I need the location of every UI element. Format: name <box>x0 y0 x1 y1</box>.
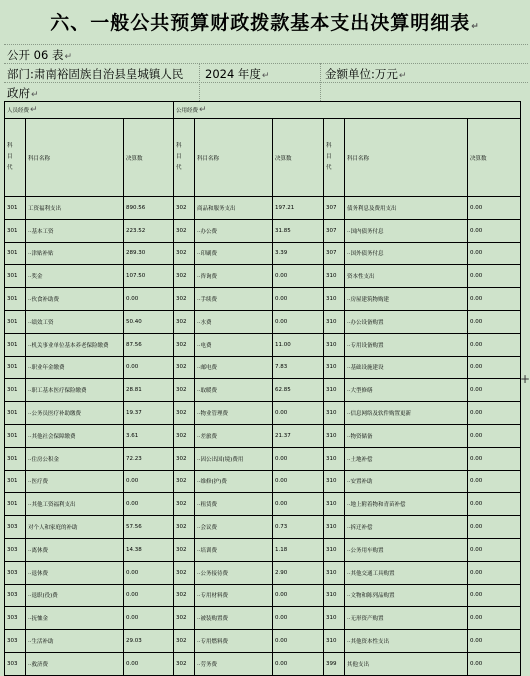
cell-code: 310 <box>324 607 345 630</box>
cell-amount: 19.37 <box>124 402 174 425</box>
cell-name: ··劳务费 <box>195 652 273 675</box>
table-row <box>5 424 521 447</box>
cell-name: ··公务接待费 <box>195 561 273 584</box>
cell-code: 302 <box>174 288 195 311</box>
header-name: 科目名称 <box>345 119 468 197</box>
cell-name: ··抚恤金 <box>26 607 124 630</box>
cell-name: ··救济费 <box>26 652 124 675</box>
cell-code: 303 <box>5 516 26 539</box>
cell-name: ··基础设施建设 <box>345 356 468 379</box>
cell-amount: 0.00 <box>468 310 521 333</box>
cell-code: 302 <box>174 379 195 402</box>
cell-amount: 3.39 <box>273 242 324 265</box>
cell-code: 307 <box>324 197 345 220</box>
cell-name: ··机关事业单位基本养老保险缴费 <box>26 333 124 356</box>
cell-name: ··邮电费 <box>195 356 273 379</box>
cell-amount: 0.00 <box>124 561 174 584</box>
cell-code: 302 <box>174 584 195 607</box>
header-code: 科 目 代 <box>174 119 195 197</box>
table-row <box>5 402 521 425</box>
cell-amount: 197.21 <box>273 197 324 220</box>
cell-code: 310 <box>324 310 345 333</box>
cell-name: ··专用设备购置 <box>345 333 468 356</box>
cell-code: 310 <box>324 516 345 539</box>
cell-name: ··文物和陈列品购置 <box>345 584 468 607</box>
cell-amount: 50.40 <box>124 310 174 333</box>
year: 2024 年度↵ <box>205 67 270 81</box>
cell-code: 301 <box>5 197 26 220</box>
cell-name: ··基本工资 <box>26 219 124 242</box>
cell-code: 307 <box>324 242 345 265</box>
cell-code: 301 <box>5 402 26 425</box>
cell-amount: 0.00 <box>273 402 324 425</box>
cell-code: 303 <box>5 652 26 675</box>
cell-amount: 29.03 <box>124 630 174 653</box>
cell-amount: 62.85 <box>273 379 324 402</box>
cell-name: ··租赁费 <box>195 493 273 516</box>
table-row <box>5 447 521 470</box>
cell-code: 310 <box>324 265 345 288</box>
table-row <box>5 333 521 356</box>
cell-name: 对个人和家庭的补助 <box>26 516 124 539</box>
cell-amount: 72.23 <box>124 447 174 470</box>
cell-name: ··差旅费 <box>195 424 273 447</box>
cell-code: 303 <box>5 561 26 584</box>
cell-code: 302 <box>174 447 195 470</box>
table-row <box>5 493 521 516</box>
cell-code: 301 <box>5 424 26 447</box>
form-number: 公开 06 表↵ <box>7 48 72 62</box>
cell-amount: 57.56 <box>124 516 174 539</box>
cell-amount: 0.73 <box>273 516 324 539</box>
cell-name: ··被装购置费 <box>195 607 273 630</box>
cell-amount: 0.00 <box>468 447 521 470</box>
cell-code: 301 <box>5 379 26 402</box>
cell-name: 资本性支出 <box>345 265 468 288</box>
cell-name: ··职业年金缴费 <box>26 356 124 379</box>
cell-name: 工资福利支出 <box>26 197 124 220</box>
cell-amount: 0.00 <box>468 584 521 607</box>
cell-amount: 223.52 <box>124 219 174 242</box>
table-row <box>5 197 521 220</box>
cell-name: ··离休费 <box>26 538 124 561</box>
cell-amount: 0.00 <box>124 493 174 516</box>
cell-code: 310 <box>324 470 345 493</box>
cell-amount: 0.00 <box>468 379 521 402</box>
table-row <box>5 470 521 493</box>
cell-code: 310 <box>324 493 345 516</box>
cell-code: 302 <box>174 265 195 288</box>
header-amount: 决算数 <box>273 119 324 197</box>
header-name: 科目名称 <box>195 119 273 197</box>
cell-amount: 0.00 <box>468 538 521 561</box>
cell-amount: 0.00 <box>124 652 174 675</box>
cell-name: ··专用材料费 <box>195 584 273 607</box>
cell-code: 302 <box>174 356 195 379</box>
page-title: 六、一般公共预算财政拨款基本支出决算明细表↵ <box>50 12 480 34</box>
cell-code: 302 <box>174 493 195 516</box>
cell-amount: 0.00 <box>124 288 174 311</box>
cell-name: ··伙食补助费 <box>26 288 124 311</box>
table-row <box>5 584 521 607</box>
cell-amount: 11.00 <box>273 333 324 356</box>
section-public: 公用经费↵ <box>174 102 521 119</box>
cell-amount: 0.00 <box>468 197 521 220</box>
table-row <box>5 379 521 402</box>
cell-amount: 0.00 <box>468 242 521 265</box>
cell-code: 310 <box>324 447 345 470</box>
table-row <box>5 288 521 311</box>
cell-code: 310 <box>324 538 345 561</box>
amount-unit: 金额单位:万元↵ <box>325 67 407 81</box>
cell-name: ··其他资本性支出 <box>345 630 468 653</box>
cell-amount: 0.00 <box>273 652 324 675</box>
table-row <box>5 607 521 630</box>
cell-code: 301 <box>5 447 26 470</box>
cell-amount: 0.00 <box>468 607 521 630</box>
cell-name: 债务利息及费用支出 <box>345 197 468 220</box>
cell-amount: 0.00 <box>468 424 521 447</box>
section-personnel: 人员经费↵ <box>5 102 174 119</box>
cell-name: ··拆迁补偿 <box>345 516 468 539</box>
table-row <box>5 516 521 539</box>
cell-code: 303 <box>5 584 26 607</box>
cell-name: ··职工基本医疗保险缴费 <box>26 379 124 402</box>
cell-amount: 107.50 <box>124 265 174 288</box>
cell-amount: 0.00 <box>273 288 324 311</box>
header-amount: 决算数 <box>124 119 174 197</box>
cell-amount: 0.00 <box>273 265 324 288</box>
cell-name: ··住房公积金 <box>26 447 124 470</box>
table-row <box>5 265 521 288</box>
cell-amount: 0.00 <box>468 333 521 356</box>
cell-name: ··其他交通工具购置 <box>345 561 468 584</box>
department: 部门:肃南裕固族自治县皇城镇人民 <box>7 67 184 81</box>
cell-amount: 0.00 <box>124 584 174 607</box>
cell-name: ··物资储备 <box>345 424 468 447</box>
cell-code: 310 <box>324 356 345 379</box>
cell-amount: 3.61 <box>124 424 174 447</box>
cell-code: 310 <box>324 424 345 447</box>
cell-amount: 21.37 <box>273 424 324 447</box>
cell-code: 301 <box>5 470 26 493</box>
cell-code: 307 <box>324 219 345 242</box>
cell-name: ··土地补偿 <box>345 447 468 470</box>
cell-name: ··房屋建筑物购建 <box>345 288 468 311</box>
cell-name: ··咨询费 <box>195 265 273 288</box>
cell-amount: 0.00 <box>273 447 324 470</box>
header-code: 科 目 代 <box>5 119 26 197</box>
cell-code: 399 <box>324 652 345 675</box>
cell-amount: 0.00 <box>468 493 521 516</box>
cell-name: ··其他社会保障缴费 <box>26 424 124 447</box>
cell-name: ··信息网络及软件购置更新 <box>345 402 468 425</box>
cell-amount: 0.00 <box>468 652 521 675</box>
cell-code: 303 <box>5 630 26 653</box>
cell-name: ··其他工资福利支出 <box>26 493 124 516</box>
cell-code: 302 <box>174 470 195 493</box>
cell-code: 302 <box>174 197 195 220</box>
cell-code: 302 <box>174 538 195 561</box>
add-row-icon[interactable]: + <box>519 372 530 386</box>
cell-name: ··大型修缮 <box>345 379 468 402</box>
cell-name: ··手续费 <box>195 288 273 311</box>
cell-code: 301 <box>5 310 26 333</box>
cell-name: ··生活补助 <box>26 630 124 653</box>
table-row <box>5 310 521 333</box>
cell-amount: 28.81 <box>124 379 174 402</box>
cell-code: 301 <box>5 265 26 288</box>
cell-name: ··培训费 <box>195 538 273 561</box>
cell-amount: 14.38 <box>124 538 174 561</box>
cell-amount: 0.00 <box>273 470 324 493</box>
cell-code: 302 <box>174 424 195 447</box>
cell-amount: 0.00 <box>124 470 174 493</box>
cell-amount: 1.18 <box>273 538 324 561</box>
table-row <box>5 652 521 675</box>
cell-name: 其他支出 <box>345 652 468 675</box>
cell-amount: 0.00 <box>468 561 521 584</box>
cell-code: 310 <box>324 584 345 607</box>
cell-amount: 0.00 <box>468 470 521 493</box>
cell-amount: 0.00 <box>468 516 521 539</box>
cell-name: ··水费 <box>195 310 273 333</box>
cell-name: ··因公出国(境)费用 <box>195 447 273 470</box>
cell-name: ··医疗费 <box>26 470 124 493</box>
cell-name: ··无形资产购置 <box>345 607 468 630</box>
table-row <box>5 630 521 653</box>
cell-amount: 0.00 <box>273 584 324 607</box>
cell-code: 302 <box>174 630 195 653</box>
cell-amount: 2.90 <box>273 561 324 584</box>
cell-name: ··电费 <box>195 333 273 356</box>
cell-name: ··安置补助 <box>345 470 468 493</box>
department-cont: 政府↵ <box>7 86 39 100</box>
cell-code: 302 <box>174 652 195 675</box>
cell-name: ··取暖费 <box>195 379 273 402</box>
cell-name: ··地上附着物和青苗补偿 <box>345 493 468 516</box>
cell-code: 301 <box>5 219 26 242</box>
cell-code: 302 <box>174 219 195 242</box>
cell-code: 302 <box>174 310 195 333</box>
cell-code: 301 <box>5 288 26 311</box>
cell-name: ··国外债务付息 <box>345 242 468 265</box>
cell-name: ··退职(役)费 <box>26 584 124 607</box>
cell-name: ··会议费 <box>195 516 273 539</box>
cell-name: ··公务用车购置 <box>345 538 468 561</box>
cell-amount: 31.85 <box>273 219 324 242</box>
header-name: 科目名称 <box>26 119 124 197</box>
cell-code: 301 <box>5 493 26 516</box>
cell-name: ··物业管理费 <box>195 402 273 425</box>
cell-code: 301 <box>5 356 26 379</box>
cell-amount: 0.00 <box>124 356 174 379</box>
cell-amount: 0.00 <box>124 607 174 630</box>
cell-name: ··办公费 <box>195 219 273 242</box>
cell-name: ··专用燃料费 <box>195 630 273 653</box>
cell-code: 302 <box>174 607 195 630</box>
cell-amount: 0.00 <box>273 607 324 630</box>
cell-code: 303 <box>5 607 26 630</box>
cell-name: ··维修(护)费 <box>195 470 273 493</box>
cell-amount: 0.00 <box>468 219 521 242</box>
cell-name: ··国内债务付息 <box>345 219 468 242</box>
cell-amount: 0.00 <box>273 310 324 333</box>
cell-name: ··绩效工资 <box>26 310 124 333</box>
table-row <box>5 538 521 561</box>
cell-code: 310 <box>324 561 345 584</box>
header-amount: 决算数 <box>468 119 521 197</box>
table-row <box>5 219 521 242</box>
cell-code: 310 <box>324 630 345 653</box>
cell-name: 商品和服务支出 <box>195 197 273 220</box>
cell-amount: 0.00 <box>468 288 521 311</box>
expenditure-table <box>4 101 521 676</box>
cell-code: 302 <box>174 561 195 584</box>
cell-amount: 0.00 <box>273 493 324 516</box>
cell-name: ··办公设备购置 <box>345 310 468 333</box>
cell-code: 310 <box>324 288 345 311</box>
cell-amount: 7.83 <box>273 356 324 379</box>
header-code: 科 目 代 <box>324 119 345 197</box>
cell-amount: 0.00 <box>468 630 521 653</box>
table-row <box>5 356 521 379</box>
cell-name: ··退休费 <box>26 561 124 584</box>
cell-amount: 0.00 <box>468 265 521 288</box>
cell-name: ··公务员医疗补助缴费 <box>26 402 124 425</box>
cell-code: 310 <box>324 402 345 425</box>
cell-name: ··奖金 <box>26 265 124 288</box>
cell-code: 302 <box>174 242 195 265</box>
cell-amount: 289.30 <box>124 242 174 265</box>
cell-code: 303 <box>5 538 26 561</box>
cell-amount: 0.00 <box>468 402 521 425</box>
cell-code: 301 <box>5 242 26 265</box>
cell-name: ··津贴补贴 <box>26 242 124 265</box>
table-row <box>5 561 521 584</box>
cell-amount: 0.00 <box>273 630 324 653</box>
cell-amount: 0.00 <box>468 356 521 379</box>
table-row <box>5 242 521 265</box>
cell-code: 310 <box>324 333 345 356</box>
cell-name: ··印刷费 <box>195 242 273 265</box>
cell-code: 302 <box>174 333 195 356</box>
cell-amount: 890.56 <box>124 197 174 220</box>
cell-code: 301 <box>5 333 26 356</box>
cell-code: 310 <box>324 379 345 402</box>
cell-amount: 87.56 <box>124 333 174 356</box>
cell-code: 302 <box>174 402 195 425</box>
cell-code: 302 <box>174 516 195 539</box>
